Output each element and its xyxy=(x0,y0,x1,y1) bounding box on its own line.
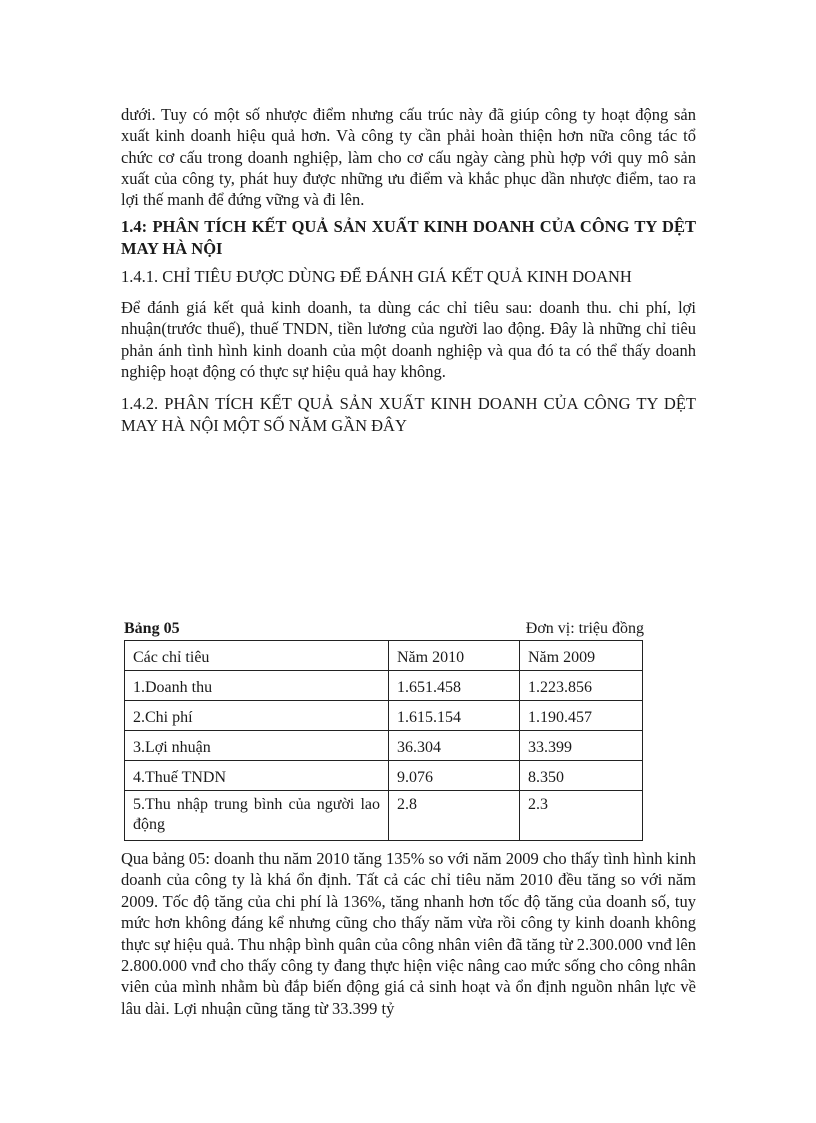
table-cell: 4.Thuế TNDN xyxy=(125,761,389,791)
table-cell: 2.3 xyxy=(520,791,643,841)
table-row xyxy=(125,791,643,841)
section-heading-1-4-1: 1.4.1. CHỈ TIÊU ĐƯỢC DÙNG ĐỂ ĐÁNH GIÁ KẾT QUẢ KINH DOANH xyxy=(121,267,632,286)
analysis-paragraph: Qua bảng 05: doanh thu năm 2010 tăng 135% so với năm 2009 cho thấy tình hình kinh doanh của công ty là khá ổn định. Tất cả các chỉ tiêu năm 2010 đều tăng so với năm 2009. Tốc độ tăng của chi phí là 136%, tăng nhanh hơn tốc độ tăng của doanh số, tuy mức hơn không đáng kể nhưng cũng cho thấy năm vừa rồi công ty kinh doanh không thực sự hiệu quả. Thu nhập bình quân của công nhân viên đã tăng từ 2.300.000 vnđ lên 2.800.000 vnđ cho thấy công ty đang thực hiện việc nâng cao mức sống cho công nhân viên của mình nhằm bù đắp biến động giá cả sinh hoạt và ổn định nguồn nhân lực về lâu dài. Lợi nhuận cũng tăng từ 33.399 tỷ xyxy=(121,849,696,1018)
table-caption xyxy=(124,620,644,640)
table-cell: 1.651.458 xyxy=(389,671,520,701)
table-header-row xyxy=(125,641,643,671)
table-label: Bảng 05 xyxy=(124,620,180,637)
table-cell: 1.Doanh thu xyxy=(125,671,389,701)
table-row xyxy=(125,701,643,731)
intro-paragraph: dưới. Tuy có một số nhược điểm nhưng cấu trúc này đã giúp công ty hoạt động sản xuất kinh doanh hiệu quả hơn. Và công ty cần phải hoàn thiện hơn nữa công tác tổ chức cơ cấu trong doanh nghiệp, làm cho cơ cấu ngày càng phù hợp với quy mô sản xuất của công ty, phát huy được những ưu điểm và khắc phục dần nhược điểm, tao ra lợi thế manh để đứng vững và đi lên. xyxy=(121,105,696,210)
table-cell: 3.Lợi nhuận xyxy=(125,731,389,761)
table-cell: 9.076 xyxy=(389,761,520,791)
table-row xyxy=(125,761,643,791)
table-cell: 1.615.154 xyxy=(389,701,520,731)
table-cell: 2.Chi phí xyxy=(125,701,389,731)
table-header-cell: Các chỉ tiêu xyxy=(125,641,389,671)
section-heading-1-4-2: 1.4.2. PHÂN TÍCH KẾT QUẢ SẢN XUẤT KINH DOANH CỦA CÔNG TY DỆT MAY HÀ NỘI MỘT SỐ NĂM GẦN ĐÂY xyxy=(121,394,696,435)
table-cell: 2.8 xyxy=(389,791,520,841)
table-row xyxy=(125,731,643,761)
section-heading-1-4: 1.4: PHÂN TÍCH KẾT QUẢ SẢN XUẤT KINH DOANH CỦA CÔNG TY DỆT MAY HÀ NỘI xyxy=(121,217,696,258)
table-cell: 33.399 xyxy=(520,731,643,761)
table-cell: 36.304 xyxy=(389,731,520,761)
table-header-cell: Năm 2009 xyxy=(520,641,643,671)
table-row xyxy=(125,671,643,701)
table-unit: Đơn vị: triệu đồng xyxy=(525,620,644,637)
table-cell: 8.350 xyxy=(520,761,643,791)
criteria-paragraph: Để đánh giá kết quả kinh doanh, ta dùng các chỉ tiêu sau: doanh thu. chi phí, lợi nhuận(trước thuế), thuế TNDN, tiền lương của người lao động. Đây là những chỉ tiêu phản ánh tình hình kinh doanh của một doanh nghiệp và qua đó ta có thể thấy doanh nghiệp hoạt động có thực sự hiệu quả hay không. xyxy=(121,298,696,381)
table-cell: 5.Thu nhập trung bình của người lao động xyxy=(125,791,389,841)
table-cell: 1.190.457 xyxy=(520,701,643,731)
table-cell: 1.223.856 xyxy=(520,671,643,701)
table-header-cell: Năm 2010 xyxy=(389,641,520,671)
results-table xyxy=(124,640,643,841)
